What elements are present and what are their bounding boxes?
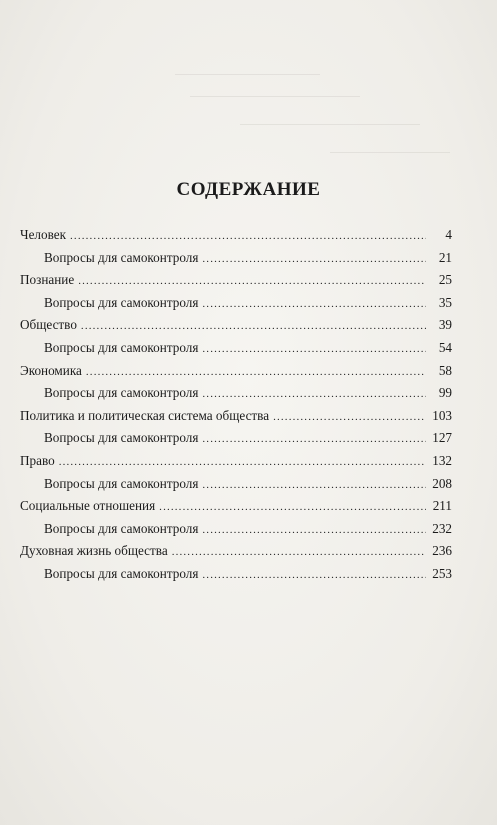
toc-entry[interactable]: [20, 269, 452, 292]
toc-leader-dots: [202, 564, 426, 587]
toc-entry-page: 4: [445, 227, 452, 242]
toc-entry[interactable]: [20, 450, 452, 473]
toc-entry-label: Вопросы для самоконтроля: [44, 294, 199, 310]
toc-leader-dots: [70, 225, 426, 248]
toc-leader-dots: [81, 315, 426, 338]
toc-entry-page: 208: [432, 475, 452, 491]
toc-entry-page: 103: [432, 407, 452, 423]
toc-entry-page: 211: [432, 498, 452, 514]
toc-leader-dots: [202, 474, 426, 497]
toc-entry-label: Человек: [20, 227, 67, 242]
page-title: СОДЕРЖАНИЕ: [176, 179, 321, 200]
toc-entry-page: 99: [438, 385, 452, 401]
toc-leader-dots: [202, 293, 426, 316]
toc-entry[interactable]: [20, 224, 452, 247]
toc-entry-page: 54: [438, 339, 452, 355]
toc-entry-label: Вопросы для самоконтроля: [44, 520, 199, 536]
toc-leader-dots: [159, 496, 426, 519]
toc-entry-label: Вопросы для самоконтроля: [44, 385, 199, 401]
toc-entry[interactable]: [20, 360, 452, 383]
toc-leader-dots: [78, 270, 426, 293]
show-through-line: [240, 124, 420, 125]
toc-entry-page: 253: [432, 565, 452, 581]
toc-entry[interactable]: [20, 247, 452, 270]
toc-entry[interactable]: [20, 292, 452, 315]
toc-entry-page: 58: [438, 362, 452, 378]
toc-entry-label: Экономика: [20, 362, 82, 378]
toc-entry-page: 25: [438, 272, 452, 288]
toc-entry[interactable]: [20, 563, 452, 586]
toc-entry-page: 132: [432, 452, 452, 468]
toc-entry-label: Вопросы для самоконтроля: [44, 475, 199, 491]
toc-entry[interactable]: [20, 540, 452, 563]
toc-entry-label: Вопросы для самоконтроля: [44, 430, 199, 446]
toc-entry-label: Вопросы для самоконтроля: [44, 339, 199, 355]
toc-entry-page: 21: [438, 249, 452, 265]
toc-entry-page: 232: [432, 520, 452, 536]
toc-leader-dots: [86, 361, 426, 384]
toc-entry[interactable]: [20, 473, 452, 496]
toc-entry-page: 236: [432, 543, 452, 559]
show-through-line: [330, 152, 450, 153]
toc-entry[interactable]: [20, 405, 452, 428]
show-through-line: [190, 96, 360, 97]
toc-entry[interactable]: [20, 495, 452, 518]
toc-entry-label: Вопросы для самоконтроля: [44, 249, 199, 265]
toc-entry-label: Социальные отношения: [20, 498, 156, 514]
toc-leader-dots: [59, 451, 426, 474]
toc-entry[interactable]: [20, 314, 452, 337]
toc-leader-dots: [202, 248, 426, 271]
toc-leader-dots: [202, 519, 426, 542]
toc-leader-dots: [172, 541, 426, 564]
toc-entry[interactable]: [20, 427, 452, 450]
toc-leader-dots: [202, 383, 426, 406]
toc-entry[interactable]: [20, 337, 452, 360]
show-through-line: [175, 74, 320, 75]
toc-entry-label: Право: [20, 452, 55, 468]
toc-entry-label: Политика и политическая система общества: [20, 407, 270, 423]
toc-entry-label: Общество: [20, 317, 77, 333]
toc-entry-label: Духовная жизнь общества: [20, 543, 168, 559]
toc-leader-dots: [202, 338, 426, 361]
toc-entry-label: Вопросы для самоконтроля: [44, 565, 199, 581]
toc-entry-label: Познание: [20, 272, 75, 288]
toc-leader-dots: [273, 406, 426, 429]
table-of-contents: [20, 224, 452, 586]
toc-leader-dots: [202, 428, 426, 451]
toc-entry[interactable]: [20, 382, 452, 405]
toc-entry-page: 127: [432, 430, 452, 446]
toc-entry-page: 39: [438, 317, 452, 333]
toc-entry-page: 35: [438, 294, 452, 310]
toc-entry[interactable]: [20, 518, 452, 541]
